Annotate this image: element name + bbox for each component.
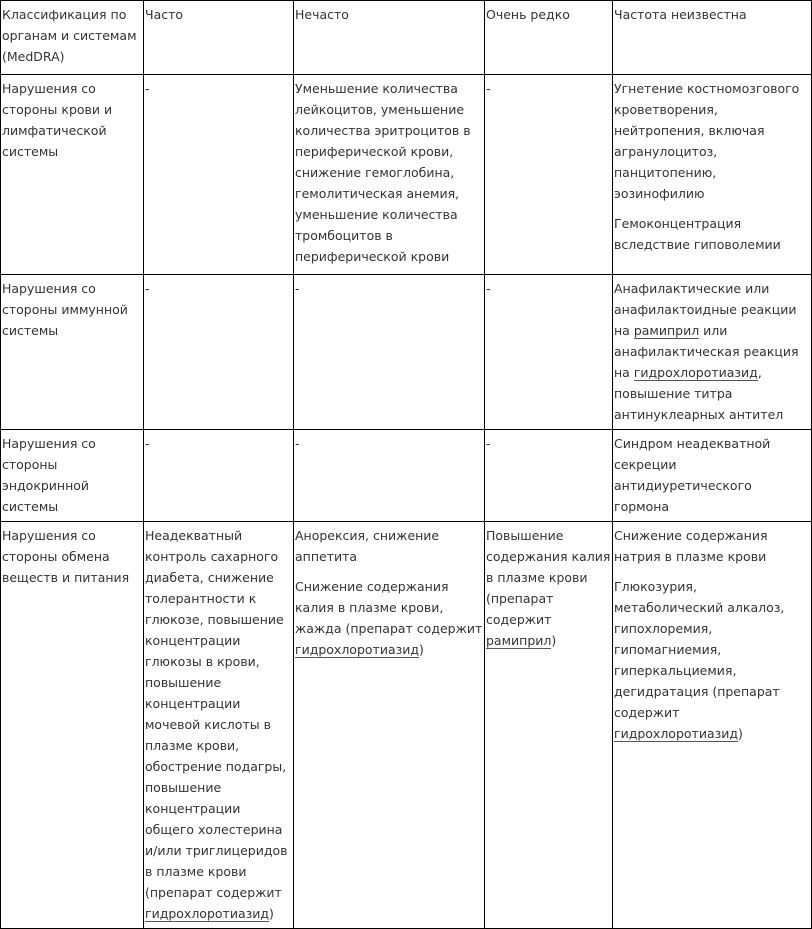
often-cell: - xyxy=(144,75,294,275)
uncommon-cell xyxy=(294,522,485,929)
often-cell xyxy=(144,522,294,929)
drug-link-ramipril[interactable]: рамиприл xyxy=(633,323,700,338)
header-soc: Классификация по органам и системам (MedDRA) xyxy=(1,1,144,75)
cell-text: или анафилактическая реакция на xyxy=(614,323,799,380)
soc-cell: Нарушения со стороны эндокринной системы xyxy=(1,430,144,522)
drug-link-hydrochlorothiazide[interactable]: гидрохлоротиазид xyxy=(614,726,739,741)
often-cell: - xyxy=(144,275,294,430)
uncommon-cell xyxy=(294,75,485,275)
cell-text: Неадекватный контроль сахарного диабета, снижение толерантности к глюкозе, повышение концентрации глюкозы в крови, повышение концентрации мочевой кислоты в плазме крови, обострение подагры, повышение концентрации общего холестерина и/или триглицеридов в плазме крови (препарат содержит xyxy=(145,528,288,900)
soc-cell: Нарушения со стороны крови и лимфатической системы xyxy=(1,75,144,275)
drug-link-ramipril[interactable]: рамиприл xyxy=(486,633,552,648)
header-often: Часто xyxy=(144,1,294,75)
cell-text: ) xyxy=(551,633,557,648)
cell-text: ) xyxy=(419,642,424,657)
unknown-cell xyxy=(613,75,812,275)
cell-text: ) xyxy=(269,906,274,921)
header-very-rare: Очень редко xyxy=(485,1,613,75)
unknown-cell xyxy=(613,275,812,430)
cell-text: Снижение содержания натрия в плазме крови xyxy=(614,528,768,564)
drug-link-hydrochlorothiazide[interactable]: гидрохлоротиазид xyxy=(145,906,270,921)
table-header-row xyxy=(1,1,812,75)
drug-link-hydrochlorothiazide[interactable]: гидрохлоротиазид xyxy=(633,365,758,380)
cell-text: Повышение содержания калия в плазме крови (препарат содержит xyxy=(486,528,611,627)
uncommon-cell: - xyxy=(294,275,485,430)
very-rare-cell: - xyxy=(485,430,613,522)
often-cell: - xyxy=(144,430,294,522)
soc-cell: Нарушения со стороны иммунной системы xyxy=(1,275,144,430)
cell-text: ) xyxy=(738,726,743,741)
very-rare-cell: - xyxy=(485,275,613,430)
uncommon-cell: - xyxy=(294,430,485,522)
cell-text: Уменьшение количества лейкоцитов, уменьшение количества эритроцитов в периферической крови, снижение гемоглобина, гемолитическая анемия, уменьшение количества тромбоцитов в периферической крови xyxy=(295,81,471,264)
soc-cell: Нарушения со стороны обмена веществ и питания xyxy=(1,522,144,929)
table-row xyxy=(1,75,812,275)
table-row xyxy=(1,430,812,522)
cell-text: Гемоконцентрация вследствие гиповолемии xyxy=(614,216,781,252)
cell-paragraph xyxy=(295,576,483,660)
cell-text: Глюкозурия, метаболический алкалоз, гипохлоремия, гипомагниемия, гиперкальциемия, дегидратация (препарат содержит xyxy=(614,579,785,720)
table-row xyxy=(1,522,812,929)
cell-text: Анафилактические или анафилактоидные реакции на xyxy=(614,281,797,338)
very-rare-cell xyxy=(485,522,613,929)
unknown-cell xyxy=(613,430,812,522)
cell-paragraph xyxy=(614,576,810,744)
cell-text: Анорексия, снижение аппетита xyxy=(295,528,440,564)
cell-text: Синдром неадекватной секреции антидиуретического гормона xyxy=(614,436,771,514)
header-unknown: Частота неизвестна xyxy=(613,1,812,75)
very-rare-cell: - xyxy=(485,75,613,275)
drug-link-hydrochlorothiazide[interactable]: гидрохлоротиазид xyxy=(295,642,420,657)
table-row xyxy=(1,275,812,430)
cell-text: Угнетение костномозгового кроветворения, нейтропения, включая агранулоцитоз, панцитопению, эозинофилию xyxy=(614,81,800,201)
unknown-cell xyxy=(613,522,812,929)
cell-text: Снижение содержания калия в плазме крови, жажда (препарат содержит xyxy=(295,579,483,636)
cell-text: , повышение титра антинуклеарных антител xyxy=(614,365,784,422)
header-uncommon: Нечасто xyxy=(294,1,485,75)
